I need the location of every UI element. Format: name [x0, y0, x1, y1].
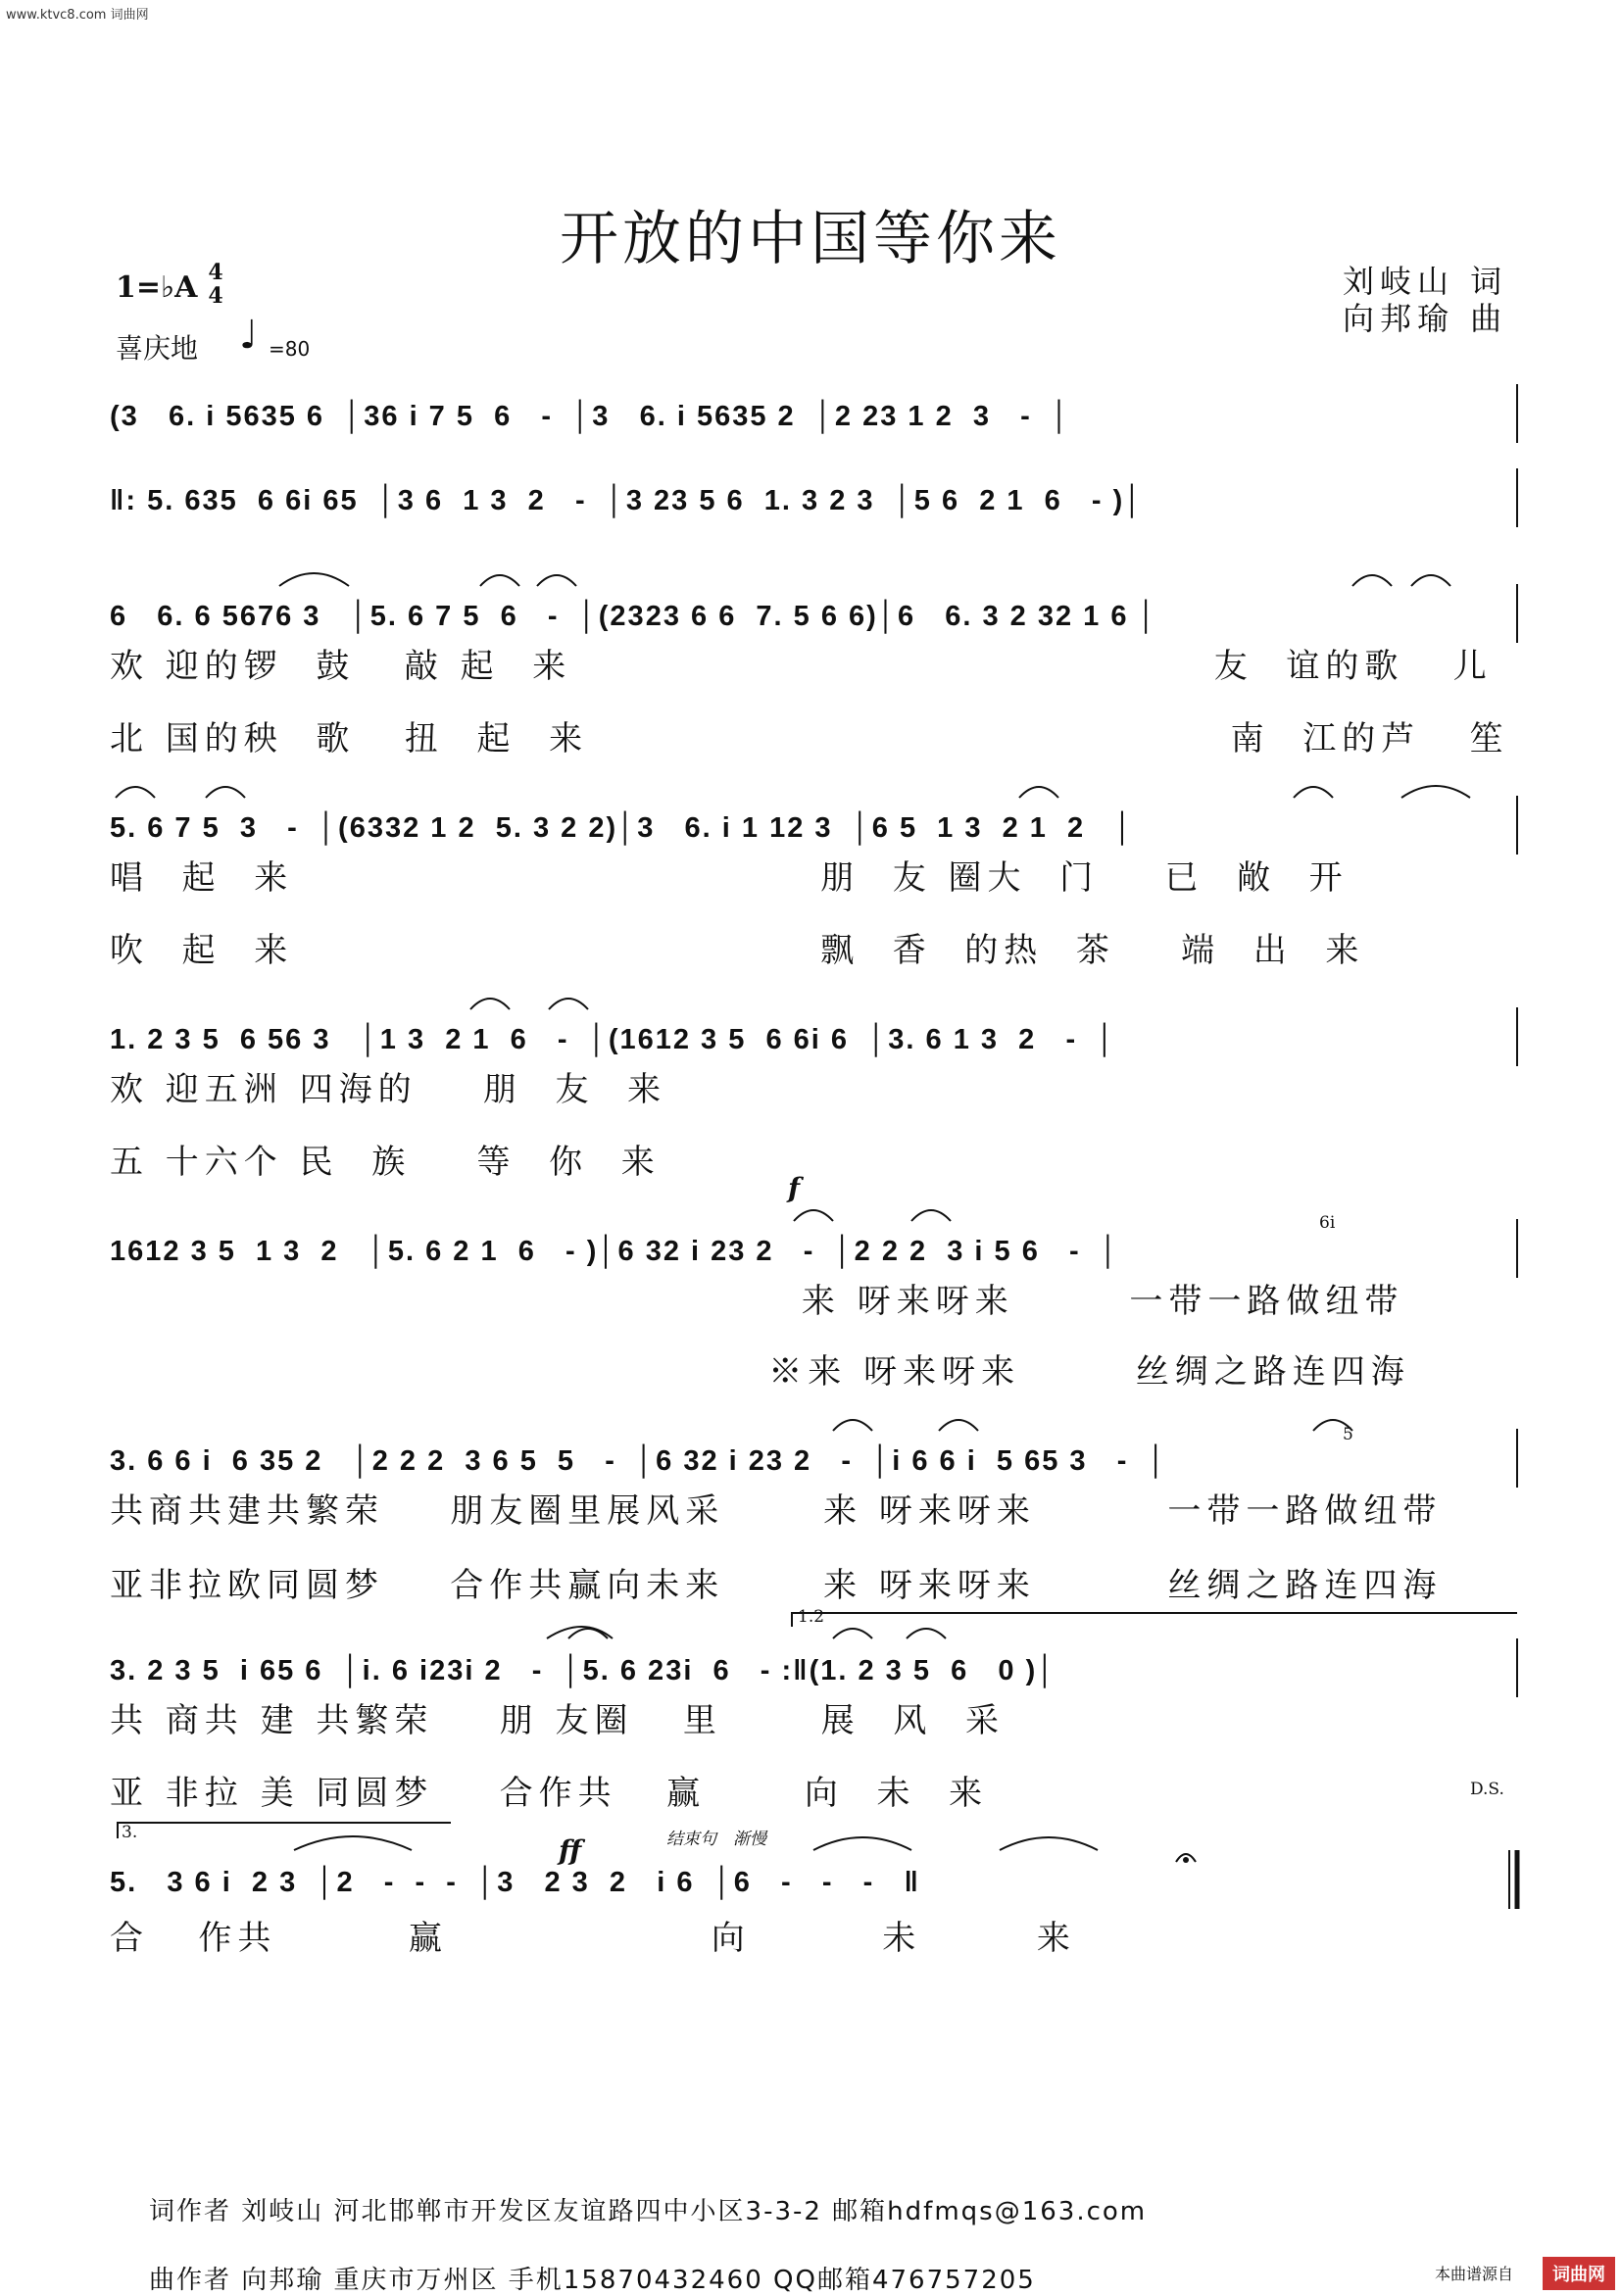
system-7-notes: 3. 6 6 i 6 35 2 │2 2 2 3 6 5 5 - │6 32 i 23 2 - │i 6 6 i 5 65 3 - │: [110, 1445, 1168, 1477]
system-4-notes: 5. 6 7 5 3 - │(6332 1 2 5. 3 2 2)│3 6. i 1 12 3 │6 5 1 3 2 1 2 │: [110, 812, 1135, 844]
slur-mark: [279, 573, 349, 586]
dynamic-forte: f: [788, 1172, 801, 1204]
slur-mark: [470, 999, 510, 1009]
fermata-dot: [1183, 1857, 1189, 1863]
volta-1-2: 1.2: [798, 1607, 825, 1627]
system-8-lyric-2: 亚 非拉 美 同圆梦 合作共 赢 向 未 来: [110, 1774, 989, 1813]
system-9-lyric-1: 合 作共 赢 向 未 来: [110, 1919, 1076, 1958]
volta-bracket-1-2: [792, 1613, 1517, 1627]
system-6-lyric-2: ※来 呀来呀来 丝绸之路连四海: [110, 1352, 1410, 1392]
slur-mark: [813, 1837, 911, 1850]
system-3-notes: 6 6. 6 5676 3 │5. 6 7 5 6 - │(2323 6 6 7. 5 6 6)│6 6. 3 2 32 1 6 │: [110, 601, 1158, 632]
slur-mark: [1019, 787, 1058, 798]
tempo-value: =80: [269, 337, 311, 361]
slur-mark: [116, 787, 155, 798]
time-signature: [206, 261, 225, 308]
system-1-notes: (3 6. i 5635 6 │36 i 7 5 6 - │3 6. i 5635 2 │2 23 1 2 3 - │: [110, 401, 1072, 432]
slur-mark: [1000, 1837, 1098, 1850]
slur-mark: [907, 1629, 946, 1638]
slur-mark: [939, 1420, 978, 1431]
system-5-lyric-2: 五 十六个 民 族 等 你 来: [110, 1143, 661, 1182]
time-signature-top: 4: [208, 260, 223, 285]
dal-segno: D.S.: [1470, 1780, 1504, 1799]
slur-mark: [537, 575, 576, 586]
grace-note-6i: 6i: [1319, 1213, 1336, 1233]
slur-mark: [206, 787, 245, 798]
slur-mark: [480, 575, 519, 586]
brand-logo[interactable]: 词曲网: [1543, 2257, 1615, 2290]
system-3-lyric-1: 欢 迎的锣 鼓 敲 起 来 友 谊的歌 儿: [110, 647, 1493, 686]
system-2-notes: ‖: 5. 635 6 6i 65 │3 6 1 3 2 - │3 23 5 6 1. 3 2 3 │5 6 2 1 6 - )│: [110, 485, 1145, 516]
key-signature: 1=♭A: [116, 270, 198, 305]
slur-mark: [1401, 786, 1470, 798]
time-signature-bottom: 4: [208, 283, 223, 309]
system-9-notes: 5. 3 6 i 2 3 │2 - - - │3 2 3 2 i 6 │6 - - - ‖: [110, 1867, 920, 1898]
system-8-lyric-1: 共 商共 建 共繁荣 朋 友圈 里 展 风 采: [110, 1701, 1005, 1740]
composer-credit: 向邦瑜 曲: [1343, 300, 1508, 337]
source-note: 本曲谱源自: [1434, 2265, 1513, 2283]
slur-mark: [1352, 575, 1392, 586]
slur-mark: [1411, 575, 1450, 586]
volta-bracket-3: [118, 1823, 451, 1838]
slur-mark: [794, 1210, 833, 1221]
slur-mark: [547, 1627, 613, 1638]
slur-mark: [568, 1629, 608, 1638]
composer-info: 曲作者 向邦瑜 重庆市万州区 手机15870432460 QQ邮箱476757205: [149, 2266, 1036, 2295]
slur-mark: [549, 999, 588, 1009]
system-5-notes: 1. 2 3 5 6 56 3 │1 3 2 1 6 - │(1612 3 5 6 6i 6 │3. 6 1 3 2 - │: [110, 1024, 1117, 1055]
slur-mark: [833, 1420, 872, 1431]
system-7-lyric-2: 亚非拉欧同圆梦 合作共赢向未来 来 呀来呀来 丝绸之路连四海: [110, 1566, 1443, 1605]
system-5-lyric-1: 欢 迎五洲 四海的 朋 友 来: [110, 1070, 667, 1109]
song-title: 开放的中国等你来: [560, 205, 1061, 273]
slur-mark: [1294, 787, 1333, 798]
volta-3: 3.: [122, 1823, 138, 1842]
system-4-lyric-2: 吹 起 来 飘 香 的热 茶 端 出 来: [110, 931, 1365, 970]
lyricist-credit: 刘岐山 词: [1343, 263, 1508, 300]
dynamic-fortissimo: ff: [559, 1834, 582, 1867]
ending-marking: 结束句 渐慢: [666, 1830, 766, 1849]
system-7-lyric-1: 共商共建共繁荣 朋友圈里展风采 来 呀来呀来 一带一路做纽带: [110, 1491, 1443, 1531]
fermata-mark: [1176, 1854, 1196, 1862]
system-8-notes: 3. 2 3 5 i 65 6 │i. 6 i23i 2 - │5. 6 23i 6 - :‖(1. 2 3 5 6 0 )│: [110, 1655, 1057, 1686]
quarter-note-icon: ♩: [239, 313, 258, 358]
expression-marking: 喜庆地: [116, 332, 199, 365]
slur-mark: [911, 1210, 951, 1221]
lyricist-info: 词作者 刘岐山 河北邯郸市开发区友谊路四中小区3-3-2 邮箱hdfmqs@163.com: [149, 2197, 1148, 2226]
slur-mark: [833, 1629, 872, 1638]
system-6-lyric-1: 来 呀来呀来 一带一路做纽带: [110, 1282, 1404, 1321]
site-watermark[interactable]: www.ktvc8.com 词曲网: [6, 8, 149, 23]
slur-mark: [294, 1836, 412, 1850]
system-4-lyric-1: 唱 起 来 朋 友 圈大 门 已 敞 开: [110, 858, 1349, 898]
system-6-notes: 1612 3 5 1 3 2 │5. 6 2 1 6 - )│6 32 i 23 2 - │2 2 2 3 i 5 6 - │: [110, 1236, 1120, 1267]
system-3-lyric-2: 北 国的秧 歌 扭 起 来 南 江的芦 笙: [110, 719, 1509, 758]
grace-note-5: 5: [1343, 1425, 1353, 1444]
